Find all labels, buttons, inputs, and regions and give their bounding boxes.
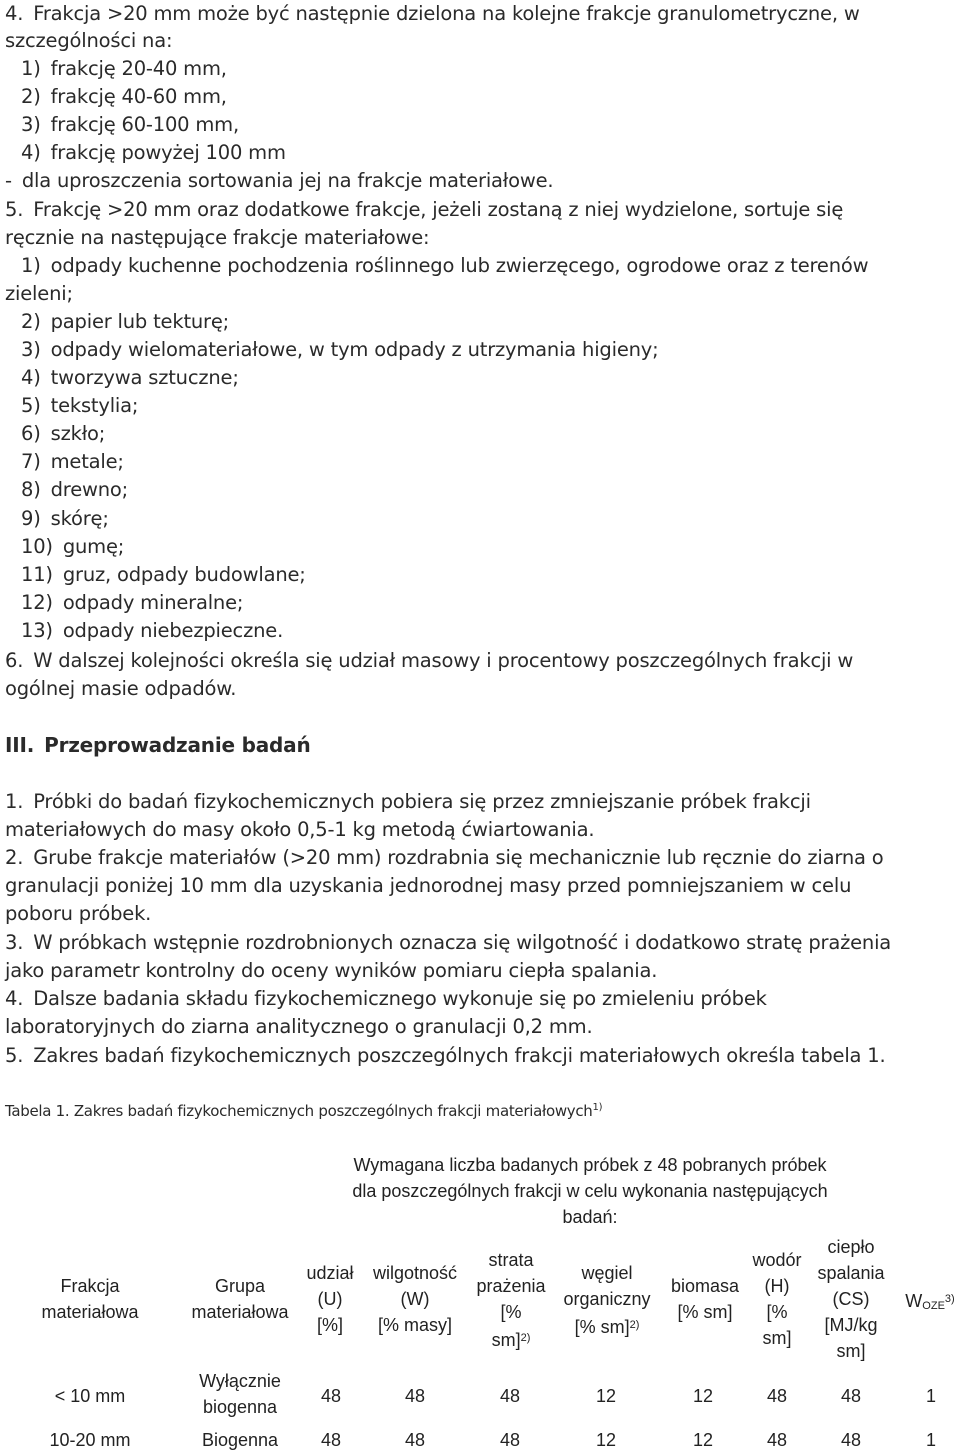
cell-grupa-line: biogenna <box>202 1397 278 1417</box>
cell-value: 48 <box>320 1430 342 1450</box>
header-wegiel-line <box>552 1312 662 1340</box>
text-line <box>5 872 851 900</box>
line-text: frakcję 40-60 mm, <box>50 85 227 108</box>
header-woze-main: W <box>905 1291 923 1311</box>
text-line <box>21 308 229 336</box>
header-frakcja-line <box>20 1273 160 1299</box>
text-line <box>21 589 243 617</box>
header-udzial-line <box>300 1260 360 1286</box>
line-number: 1) <box>21 57 41 80</box>
header-grupa-line <box>175 1273 305 1299</box>
line-text: odpady kuchenne pochodzenia roślinnego lub zwierzęcego, ogrodowe oraz z terenów <box>50 254 869 277</box>
text-line <box>5 27 172 55</box>
text-line <box>5 647 853 675</box>
line-number: 12) <box>21 591 53 614</box>
text-line <box>5 929 891 957</box>
text-line <box>5 957 657 985</box>
line-text: frakcję 60-100 mm, <box>50 113 239 136</box>
header-wilgotnosc <box>362 1260 468 1338</box>
line-text: tekstylia; <box>50 394 139 417</box>
header-strata-line <box>465 1325 557 1353</box>
header-cieplo-text: spalania <box>817 1263 885 1283</box>
header-biomasa <box>660 1273 750 1325</box>
header-frakcja-text: Frakcja <box>60 1276 120 1296</box>
line-number: 4. <box>5 2 24 25</box>
line-number: 2) <box>21 310 41 333</box>
header-woze <box>895 1286 960 1319</box>
header-strata-line <box>465 1299 557 1325</box>
header-cieplo-line <box>806 1234 896 1260</box>
header-wodor-line <box>745 1299 809 1325</box>
line-text: frakcję powyżej 100 mm <box>50 141 286 164</box>
header-strata-text: [% <box>500 1302 522 1322</box>
line-text: gumę; <box>62 535 125 558</box>
line-number: 9) <box>21 507 41 530</box>
text-line <box>5 788 811 816</box>
cell-frakcja: 10-20 mm <box>49 1430 131 1450</box>
header-wegiel-line <box>552 1286 662 1312</box>
header-wilgotnosc-line <box>362 1312 468 1338</box>
line-text: odpady niebezpieczne. <box>62 619 284 642</box>
text-line <box>21 617 283 645</box>
table-caption-text: Tabela 1. Zakres badań fizykochemicznych poszczególnych frakcji materiałowych <box>5 1102 593 1120</box>
line-text: drewno; <box>50 478 128 501</box>
cell-value: 48 <box>499 1386 521 1406</box>
text-line <box>5 280 73 308</box>
line-text: Przeprowadzanie badań <box>44 733 311 757</box>
cell-grupa <box>175 1427 305 1453</box>
line-number: 4) <box>21 141 41 164</box>
text-line <box>21 83 227 111</box>
text-line <box>21 336 659 364</box>
line-text: odpady wielomateriałowe, w tym odpady z utrzymania higieny; <box>50 338 659 361</box>
header-wegiel-footnote: 2) <box>629 1319 640 1331</box>
line-number: 11) <box>21 563 53 586</box>
cell-value: 1 <box>925 1430 936 1450</box>
line-number: 1) <box>21 254 41 277</box>
line-text: Zakres badań fizykochemicznych poszczególnych frakcji materiałowych określa tabela 1. <box>33 1044 886 1067</box>
header-strata-line <box>465 1273 557 1299</box>
header-wegiel-text: organiczny <box>563 1289 651 1309</box>
text-line <box>5 0 860 28</box>
text-line <box>5 731 310 759</box>
header-frakcja-text: materiałowa <box>41 1302 139 1322</box>
line-text: Grube frakcje materiałów (>20 mm) rozdrabnia się mechanicznie lub ręcznie do ziarna o <box>33 846 884 869</box>
cell-value: 12 <box>595 1430 617 1450</box>
line-text: ręcznie na następujące frakcje materiałowe: <box>5 226 430 249</box>
line-text: odpady mineralne; <box>62 591 244 614</box>
header-strata-text: sm] <box>491 1330 521 1350</box>
line-number: 4) <box>21 366 41 389</box>
header-strata-line <box>465 1247 557 1273</box>
header-cieplo-text: (CS) <box>832 1289 870 1309</box>
line-text: W próbkach wstępnie rozdrobnionych oznacza się wilgotność i dodatkowo stratę prażenia <box>33 931 892 954</box>
text-line <box>5 816 594 844</box>
text-line <box>21 561 306 589</box>
table-caption <box>5 1098 602 1121</box>
text-line <box>5 985 767 1013</box>
cell-value: 48 <box>320 1386 342 1406</box>
text-line <box>5 844 884 872</box>
line-text: Dalsze badania składu fizykochemicznego wykonuje się po zmieleniu próbek <box>33 987 767 1010</box>
text-line <box>21 55 227 83</box>
header-cieplo-line <box>806 1338 896 1364</box>
header-udzial-text: udział <box>306 1263 354 1283</box>
text-line <box>5 196 843 224</box>
line-text: frakcję 20-40 mm, <box>50 57 227 80</box>
cell-value: 1 <box>925 1386 936 1406</box>
cell-value: 48 <box>499 1430 521 1450</box>
cell-value: 12 <box>595 1386 617 1406</box>
header-strata <box>465 1247 557 1353</box>
line-number: 1. <box>5 790 24 813</box>
table-caption-footnote: 1) <box>592 1102 603 1113</box>
header-wegiel-text: węgiel <box>581 1263 633 1283</box>
line-text: tworzywa sztuczne; <box>50 366 239 389</box>
header-cieplo <box>806 1234 896 1364</box>
header-grupa <box>175 1273 305 1325</box>
text-line <box>5 1013 592 1041</box>
line-number: 2) <box>21 85 41 108</box>
line-text: szkło; <box>50 422 106 445</box>
text-line <box>21 364 239 392</box>
line-text: materiałowych do masy około 0,5-1 kg metodą ćwiartowania. <box>5 818 595 841</box>
cell-value: 12 <box>692 1386 714 1406</box>
cell-value: 12 <box>692 1430 714 1450</box>
header-strata-text: prażenia <box>476 1276 546 1296</box>
header-wilgotnosc-line <box>362 1286 468 1312</box>
header-cieplo-line <box>806 1286 896 1312</box>
header-cieplo-line <box>806 1312 896 1338</box>
cell-frakcja: < 10 mm <box>54 1386 126 1406</box>
text-line <box>5 224 429 252</box>
line-text: metale; <box>50 450 124 473</box>
header-biomasa-text: [% sm] <box>677 1302 733 1322</box>
line-number: 13) <box>21 619 53 642</box>
header-frakcja <box>20 1273 160 1325</box>
header-wodor-line <box>745 1325 809 1351</box>
header-wodor-text: (H) <box>764 1276 790 1296</box>
line-number: 2. <box>5 846 24 869</box>
cell-value: 48 <box>766 1430 788 1450</box>
line-number: 3. <box>5 931 24 954</box>
header-woze-sub: OZE <box>922 1300 945 1312</box>
span-header-line: Wymagana liczba badanych próbek z 48 pobranych próbek <box>353 1155 827 1175</box>
header-cieplo-text: [MJ/kg <box>824 1315 878 1335</box>
line-number: 5) <box>21 394 41 417</box>
text-line <box>21 505 109 533</box>
line-text: szczególności na: <box>5 29 173 52</box>
line-number: 7) <box>21 450 41 473</box>
text-line <box>21 448 124 476</box>
line-number: 6. <box>5 649 24 672</box>
header-wodor-text: wodór <box>752 1250 802 1270</box>
header-grupa-line <box>175 1299 305 1325</box>
line-text: Próbki do badań fizykochemicznych pobiera się przez zmniejszanie próbek frakcji <box>33 790 811 813</box>
text-line <box>21 533 124 561</box>
header-woze-footnote: 3) <box>944 1293 955 1305</box>
text-line <box>21 476 128 504</box>
header-biomasa-line <box>660 1273 750 1299</box>
line-number: 5. <box>5 1044 24 1067</box>
line-text: Frakcję >20 mm oraz dodatkowe frakcje, jeżeli zostaną z niej wydzielone, sortuje się <box>33 198 844 221</box>
line-number: III. <box>5 733 35 757</box>
line-text: ogólnej masie odpadów. <box>5 677 237 700</box>
line-text: granulacji poniżej 10 mm dla uzyskania jednorodnej masy przed pomniejszaniem w celu <box>5 874 852 897</box>
header-wilgotnosc-text: (W) <box>400 1289 430 1309</box>
header-wilgotnosc-line <box>362 1260 468 1286</box>
cell-value: 48 <box>840 1430 862 1450</box>
cell-grupa-line: Wyłącznie <box>199 1371 281 1391</box>
header-wegiel-line <box>552 1260 662 1286</box>
header-biomasa-text: biomasa <box>670 1276 740 1296</box>
header-udzial-line <box>300 1286 360 1312</box>
line-text: papier lub tekturę; <box>50 310 230 333</box>
line-number: 6) <box>21 422 41 445</box>
line-text: zieleni; <box>5 282 73 305</box>
text-line <box>5 1042 886 1070</box>
header-strata-text: strata <box>488 1250 534 1270</box>
line-text: dla uproszczenia sortowania jej na frakcje materiałowe. <box>21 169 554 192</box>
text-line <box>5 900 151 928</box>
text-line <box>21 139 286 167</box>
cell-value: 48 <box>404 1430 426 1450</box>
header-udzial <box>300 1260 360 1338</box>
line-text: jako parametr kontrolny do oceny wyników pomiaru ciepła spalania. <box>5 959 658 982</box>
header-udzial-text: (U) <box>317 1289 343 1309</box>
header-cieplo-text: sm] <box>836 1341 866 1361</box>
line-text: laboratoryjnych do ziarna analitycznego o granulacji 0,2 mm. <box>5 1015 593 1038</box>
header-cieplo-line <box>806 1260 896 1286</box>
line-text: poboru próbek. <box>5 902 152 925</box>
header-frakcja-line <box>20 1299 160 1325</box>
line-number: 10) <box>21 535 53 558</box>
line-text: skórę; <box>50 507 109 530</box>
line-number: 5. <box>5 198 24 221</box>
line-text: Frakcja >20 mm może być następnie dzielona na kolejne frakcje granulometryczne, w <box>33 2 860 25</box>
header-wodor-line <box>745 1273 809 1299</box>
header-grupa-text: Grupa <box>214 1276 266 1296</box>
header-wegiel-text: [% sm] <box>574 1317 630 1337</box>
header-wilgotnosc-text: [% masy] <box>377 1315 452 1335</box>
line-text: gruz, odpady budowlane; <box>62 563 306 586</box>
text-line <box>21 111 239 139</box>
header-udzial-text: [%] <box>316 1315 343 1335</box>
text-line <box>21 392 138 420</box>
line-text: W dalszej kolejności określa się udział masowy i procentowy poszczególnych frakcji w <box>33 649 854 672</box>
header-wodor <box>745 1247 809 1351</box>
cell-value: 48 <box>840 1386 862 1406</box>
header-udzial-line <box>300 1312 360 1338</box>
line-number: 4. <box>5 987 24 1010</box>
header-wegiel <box>552 1260 662 1340</box>
span-header-line: badań: <box>562 1207 618 1227</box>
header-wilgotnosc-text: wilgotność <box>372 1263 458 1283</box>
header-strata-footnote: 2) <box>520 1332 531 1344</box>
text-line <box>21 252 868 280</box>
header-wodor-text: sm] <box>762 1328 792 1348</box>
cell-value: 48 <box>766 1386 788 1406</box>
header-cieplo-text: ciepło <box>827 1237 875 1257</box>
header-wodor-text: [% <box>766 1302 788 1322</box>
cell-value: 48 <box>404 1386 426 1406</box>
line-number: 8) <box>21 478 41 501</box>
text-line <box>21 420 105 448</box>
line-number: - <box>5 169 12 192</box>
header-wodor-line <box>745 1247 809 1273</box>
header-biomasa-line <box>660 1299 750 1325</box>
text-line <box>5 675 236 703</box>
header-grupa-text: materiałowa <box>191 1302 289 1322</box>
span-header-line: dla poszczególnych frakcji w celu wykonania następujących <box>352 1181 828 1201</box>
span-header <box>290 1152 890 1230</box>
cell-grupa <box>175 1368 305 1420</box>
cell-grupa-line: Biogenna <box>201 1430 279 1450</box>
line-number: 3) <box>21 338 41 361</box>
text-line <box>5 167 553 195</box>
line-number: 3) <box>21 113 41 136</box>
